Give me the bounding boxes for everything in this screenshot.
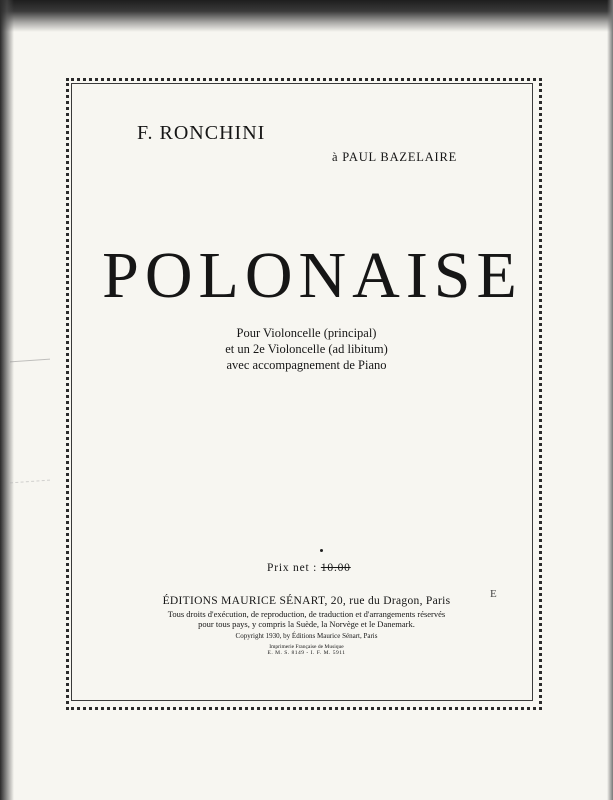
right-edge-shadow [607,0,613,800]
price-value: 10.00 [320,562,351,574]
printer: Imprimerie Française de Musique [269,643,344,650]
price-label: Prix net : [267,562,318,574]
publisher-block [0,595,613,657]
instrumentation-line-1: Pour Violoncelle (principal) [236,326,377,340]
dedication: à PAUL BAZELAIRE [332,150,458,164]
rights-line-2: pour tous pays, y compris la Suède, la Norvège et le Danemark. [198,618,415,629]
composer-name: F. RONCHINI [137,122,266,144]
paper-tear [10,359,50,484]
price [267,562,351,574]
damaged-top-edge [0,0,613,32]
catalog-refs: E. M. S. 8149 - I. F. M. 5911 [267,650,346,657]
margin-mark: E [490,588,497,600]
rights-line-1: Tous droits d'exécution, de reproduction, de traduction et d'arrangements réservés [167,608,446,619]
copyright: Copyright 1930, by Éditions Maurice Sénart, Paris [235,632,378,641]
page-title: POLONAISE [102,239,523,312]
ink-dot [320,549,323,552]
publisher-name: ÉDITIONS MAURICE SÉNART, 20, rue du Dragon, Paris [162,595,451,607]
instrumentation-line-2: et un 2e Violoncelle (ad libitum) [225,342,388,356]
instrumentation-line-3: avec accompagnement de Piano [226,358,387,372]
instrumentation [0,325,613,373]
